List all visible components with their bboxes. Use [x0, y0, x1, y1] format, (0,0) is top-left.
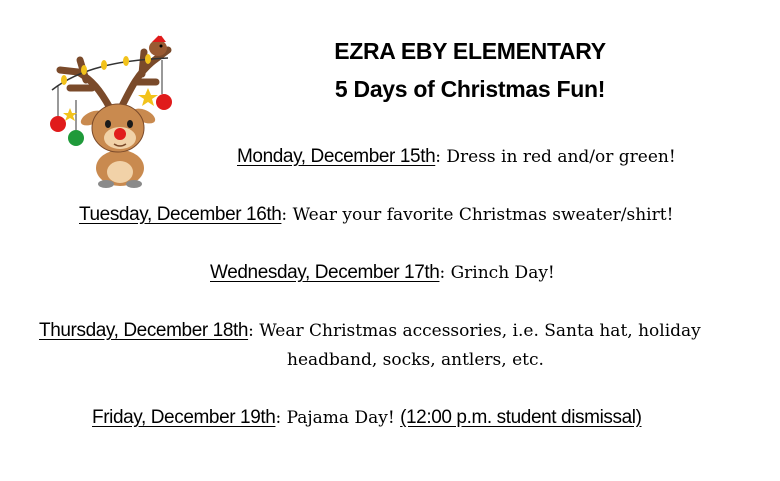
separator: :	[435, 147, 447, 167]
separator: :	[281, 205, 293, 225]
schedule-wednesday	[0, 259, 780, 287]
event-title: 5 Days of Christmas Fun!	[334, 76, 606, 102]
separator: :	[439, 263, 451, 283]
day-description: Wear Christmas accessories, i.e. Santa hat, holiday	[259, 321, 701, 341]
schedule-tuesday	[0, 201, 780, 229]
day-label: Tuesday, December 16th	[79, 204, 282, 225]
separator: :	[248, 321, 260, 341]
day-description: Grinch Day!	[450, 263, 555, 283]
day-label: Monday, December 15th	[237, 146, 436, 167]
school-name: EZRA EBY ELEMENTARY	[334, 38, 606, 64]
day-description: Pajama Day!	[286, 408, 401, 428]
day-description: Wear your favorite Christmas sweater/shirt!	[292, 205, 674, 225]
day-description-continued: headband, socks, antlers, etc.	[287, 350, 544, 370]
schedule-thursday	[0, 317, 780, 345]
separator: :	[275, 408, 287, 428]
schedule-thursday-continued	[0, 346, 780, 374]
schedule-friday	[0, 404, 780, 432]
day-description: Dress in red and/or green!	[446, 147, 676, 167]
day-label: Friday, December 19th	[92, 407, 276, 428]
day-label: Thursday, December 18th	[39, 320, 249, 341]
dismissal-note: (12:00 p.m. student dismissal)	[400, 407, 642, 428]
bird	[149, 32, 167, 56]
schedule-monday	[0, 143, 780, 171]
nose	[114, 128, 126, 140]
day-label: Wednesday, December 17th	[210, 262, 440, 283]
